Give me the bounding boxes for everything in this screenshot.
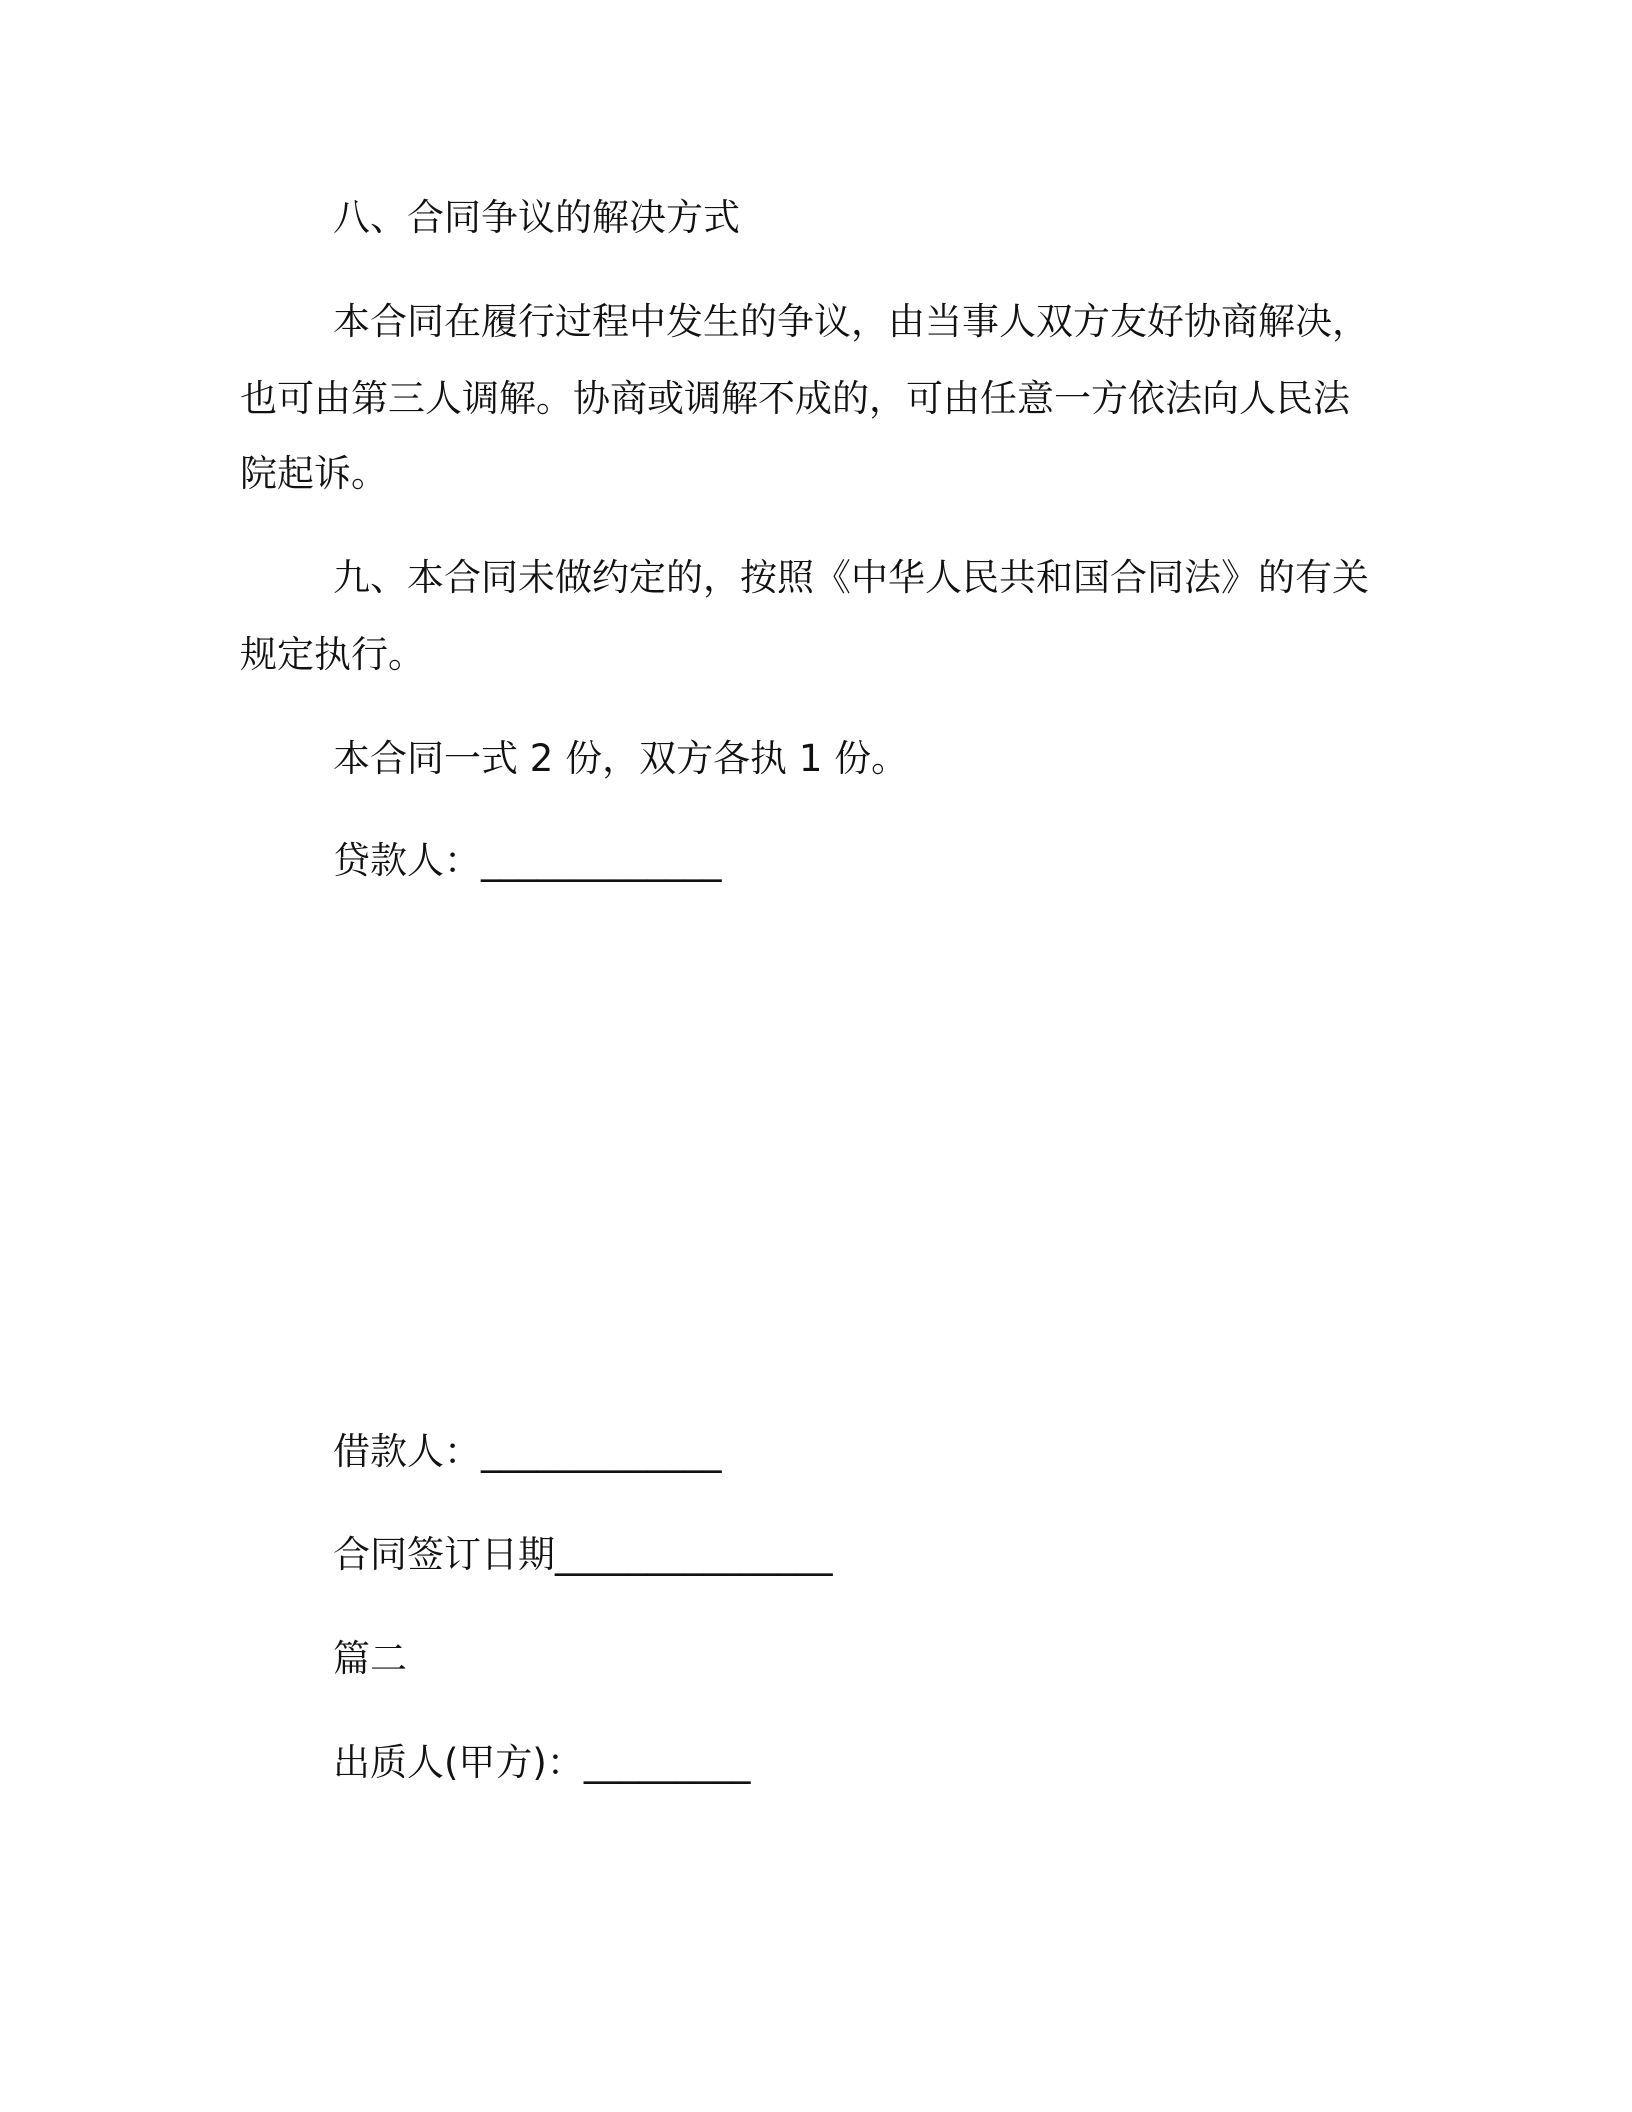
borrower-signature-line: 借款人：_____________ [333, 1430, 722, 1473]
section-8-heading: 八、合同争议的解决方式 [333, 196, 740, 239]
section-8-body-line-3: 院起诉。 [240, 452, 388, 495]
contract-sign-date-line: 合同签订日期_______________ [333, 1533, 833, 1576]
section-8-body-line-2: 也可由第三人调解。协商或调解不成的，可由任意一方依法向人民法 [240, 377, 1350, 420]
lender-signature-line: 贷款人：_____________ [333, 839, 722, 882]
section-9-line-2: 规定执行。 [240, 633, 425, 676]
copies-clause: 本合同一式 2 份，双方各执 1 份。 [333, 737, 909, 780]
part-two-heading: 篇二 [333, 1637, 407, 1680]
section-8-body-line-1: 本合同在履行过程中发生的争议，由当事人双方友好协商解决， [333, 300, 1369, 343]
section-9-line-1: 九、本合同未做约定的，按照《中华人民共和国合同法》的有关 [333, 556, 1369, 599]
pledgor-line: 出质人(甲方)：_________ [333, 1741, 751, 1784]
